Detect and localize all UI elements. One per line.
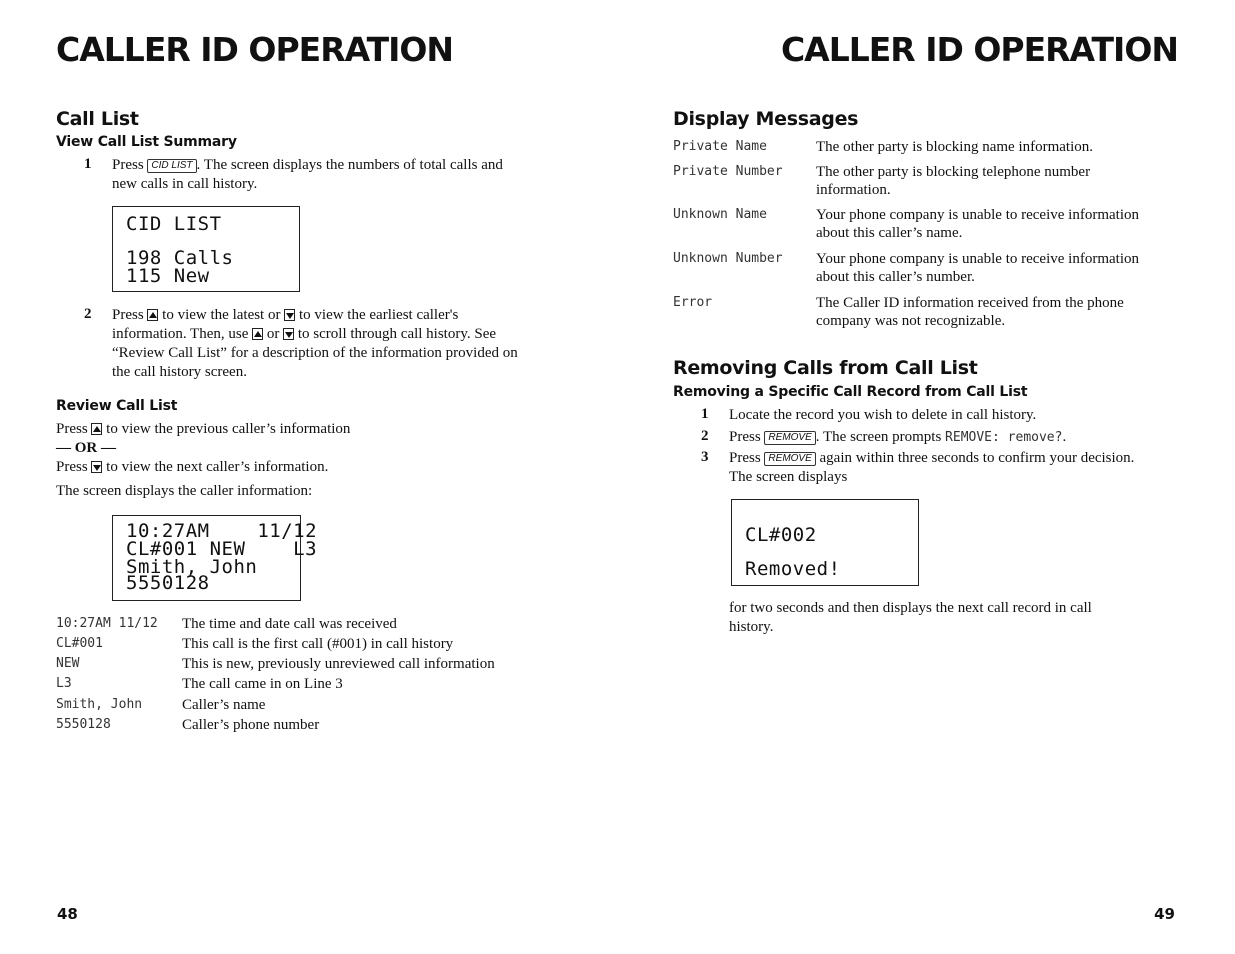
step-text: to scroll through call history. See bbox=[297, 326, 497, 342]
lcd-line: CL#002 bbox=[745, 524, 817, 546]
after-text-line: history. bbox=[729, 619, 774, 635]
remove-step-1-text: Locate the record you wish to delete in call history. bbox=[729, 407, 1037, 423]
right-page bbox=[617, 0, 1235, 954]
step-text: to view the earliest caller's bbox=[298, 307, 459, 323]
message-term: Private Name bbox=[673, 139, 767, 154]
step-text: information. Then, use bbox=[112, 326, 249, 342]
or-separator: — OR — bbox=[56, 440, 116, 456]
after-text-line: for two seconds and then displays the next call record in call bbox=[729, 600, 1092, 616]
step-2-text bbox=[112, 306, 582, 382]
message-term: Private Number bbox=[673, 164, 783, 179]
lcd-line: 5550128 bbox=[126, 572, 210, 594]
lcd-screen-cid-list bbox=[112, 206, 300, 292]
lcd-line: Removed! bbox=[745, 558, 841, 580]
section-heading-removing-calls: Removing Calls from Call List bbox=[673, 357, 978, 379]
subheading-removing-specific: Removing a Specific Call Record from Call List bbox=[673, 384, 1028, 400]
down-arrow-icon bbox=[91, 461, 102, 473]
message-desc-line: about this caller’s name. bbox=[816, 225, 963, 241]
section-heading-call-list: Call List bbox=[56, 108, 139, 130]
legend-term: L3 bbox=[56, 676, 72, 691]
message-desc bbox=[816, 250, 1186, 286]
page-number: 48 bbox=[57, 905, 78, 923]
step-text: . bbox=[1062, 429, 1067, 445]
lcd-line: Smith, John bbox=[126, 556, 258, 578]
step-text: Press bbox=[112, 157, 144, 173]
left-page bbox=[0, 0, 617, 954]
message-term: Unknown Name bbox=[673, 207, 767, 222]
step-text: Press bbox=[729, 450, 761, 466]
step-number: 1 bbox=[701, 406, 709, 422]
message-desc-line: The other party is blocking name information. bbox=[816, 139, 1094, 155]
down-arrow-icon bbox=[283, 328, 294, 340]
message-desc bbox=[816, 163, 1186, 199]
message-desc-line: company was not recognizable. bbox=[816, 313, 1006, 329]
message-desc-line: information. bbox=[816, 182, 891, 198]
lcd-line: CL#001 NEW L3 bbox=[126, 538, 318, 560]
remove-key: REMOVE bbox=[764, 452, 815, 466]
step-text: “Review Call List” for a description of the information provided on bbox=[112, 345, 518, 361]
step-text: again within three seconds to confirm your decision. bbox=[819, 450, 1135, 466]
legend-term: 5550128 bbox=[56, 717, 111, 732]
subheading-review-call-list: Review Call List bbox=[56, 398, 178, 414]
down-arrow-icon bbox=[284, 309, 295, 321]
review-instructions bbox=[56, 420, 576, 477]
review-text: Press bbox=[56, 421, 88, 437]
message-desc bbox=[816, 138, 1186, 156]
lcd-line: 10:27AM 11/12 bbox=[126, 520, 318, 542]
page-title: CALLER ID OPERATION bbox=[780, 30, 1178, 69]
step-text: Press bbox=[729, 429, 761, 445]
page-title: CALLER ID OPERATION bbox=[56, 30, 454, 69]
step-text: to view the latest or bbox=[162, 307, 281, 323]
step-text: . The screen prompts bbox=[815, 429, 942, 445]
legend-term: 10:27AM 11/12 bbox=[56, 616, 158, 631]
step-text: new calls in call history. bbox=[112, 176, 258, 192]
message-desc-line: Your phone company is unable to receive information bbox=[816, 251, 1139, 267]
step-text: the call history screen. bbox=[112, 364, 247, 380]
lcd-screen-removed bbox=[731, 499, 919, 586]
legend-term: Smith, John bbox=[56, 697, 143, 712]
legend-desc: Caller’s phone number bbox=[182, 717, 320, 733]
step-number: 3 bbox=[701, 449, 709, 465]
remove-key: REMOVE bbox=[764, 431, 815, 445]
message-desc-line: about this caller’s number. bbox=[816, 269, 975, 285]
message-desc-line: The Caller ID information received from the phone bbox=[816, 295, 1124, 311]
lcd-screen-caller-info bbox=[112, 515, 318, 601]
section-heading-display-messages: Display Messages bbox=[673, 108, 859, 130]
up-arrow-icon bbox=[147, 309, 158, 321]
review-text: Press bbox=[56, 459, 88, 475]
after-removal-text bbox=[729, 599, 1199, 637]
remove-step-3-text bbox=[729, 449, 1199, 487]
message-term: Error bbox=[673, 295, 713, 310]
up-arrow-icon bbox=[91, 423, 102, 435]
legend-term: NEW bbox=[56, 656, 80, 671]
step-1-text bbox=[112, 156, 572, 194]
page-number: 49 bbox=[1154, 905, 1175, 923]
cid-list-key: CID LIST bbox=[147, 159, 196, 173]
step-number: 1 bbox=[84, 156, 92, 172]
screen-displays-text: The screen displays the caller information: bbox=[56, 483, 313, 499]
step-text: Press bbox=[112, 307, 144, 323]
message-term: Unknown Number bbox=[673, 251, 783, 266]
legend-desc: The time and date call was received bbox=[182, 616, 397, 632]
step-number: 2 bbox=[701, 428, 709, 444]
legend-desc: Caller’s name bbox=[182, 697, 266, 713]
step-text: . The screen displays the numbers of total calls and bbox=[196, 157, 503, 173]
legend-desc: This is new, previously unreviewed call information bbox=[182, 656, 495, 672]
step-number: 2 bbox=[84, 306, 92, 322]
prompt-text: REMOVE: remove? bbox=[945, 430, 1063, 445]
remove-step-2-text bbox=[729, 428, 1066, 447]
review-text: to view the next caller’s information. bbox=[106, 459, 329, 475]
message-desc bbox=[816, 294, 1186, 330]
step-text: The screen displays bbox=[729, 469, 848, 485]
legend-desc: The call came in on Line 3 bbox=[182, 676, 343, 692]
message-desc-line: The other party is blocking telephone number bbox=[816, 164, 1091, 180]
subheading-view-summary: View Call List Summary bbox=[56, 134, 237, 150]
lcd-line: 115 New bbox=[126, 265, 210, 287]
lcd-line: CID LIST bbox=[126, 213, 222, 235]
message-desc bbox=[816, 206, 1186, 242]
message-desc-line: Your phone company is unable to receive information bbox=[816, 207, 1139, 223]
up-arrow-icon bbox=[252, 328, 263, 340]
legend-term: CL#001 bbox=[56, 636, 103, 651]
lcd-line: 198 Calls bbox=[126, 247, 234, 269]
legend-desc: This call is the first call (#001) in call history bbox=[182, 636, 454, 652]
review-text: to view the previous caller’s information bbox=[106, 421, 351, 437]
step-text: or bbox=[266, 326, 280, 342]
